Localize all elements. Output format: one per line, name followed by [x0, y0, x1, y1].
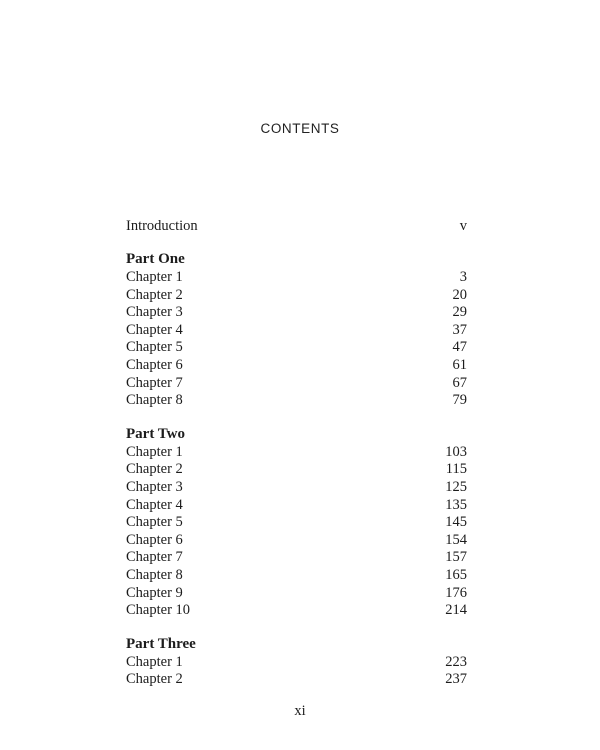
part-one-title: Part One — [126, 251, 185, 267]
toc-entry-label: Chapter 2 — [126, 671, 183, 688]
toc-entry-page: 37 — [452, 321, 467, 338]
toc-entry[interactable] — [126, 532, 467, 550]
toc-entry[interactable] — [126, 671, 467, 689]
toc-entry-label: Chapter 1 — [126, 269, 183, 285]
toc-entry-label: Chapter 10 — [126, 602, 191, 619]
toc-entry-page: 176 — [445, 584, 467, 601]
toc-entry[interactable] — [126, 654, 467, 672]
toc-entry-page: 115 — [445, 461, 467, 478]
part-two-title: Part Two — [126, 425, 186, 442]
toc-entry-page: v — [459, 218, 467, 234]
toc-entry-label: Introduction — [126, 218, 198, 234]
toc-entry-label: Chapter 2 — [126, 286, 183, 303]
toc-entry[interactable] — [126, 392, 467, 410]
toc-entry-label: Chapter 8 — [126, 566, 183, 583]
toc-entry-label: Chapter 5 — [126, 339, 183, 356]
toc-entry-page: 20 — [452, 286, 467, 303]
toc-entry-page: 47 — [452, 339, 467, 356]
contents-heading: CONTENTS — [260, 121, 340, 136]
toc-entry-label: Chapter 1 — [126, 443, 183, 460]
toc-entry-label: Chapter 2 — [126, 461, 183, 478]
toc-entry[interactable] — [126, 461, 467, 479]
toc-entry-page: 103 — [445, 443, 467, 460]
toc-entry-label: Chapter 3 — [126, 304, 183, 321]
toc-entry-label: Chapter 8 — [126, 392, 183, 409]
toc-entry[interactable] — [126, 567, 467, 585]
table-of-contents — [126, 216, 467, 689]
toc-entry[interactable] — [126, 322, 467, 340]
toc-entry-page: 79 — [452, 392, 467, 409]
toc-entry-label: Chapter 6 — [126, 356, 183, 373]
toc-entry[interactable] — [126, 357, 467, 375]
toc-entry[interactable] — [126, 514, 467, 532]
toc-entry[interactable] — [126, 549, 467, 567]
toc-entry-page: 237 — [445, 671, 467, 688]
toc-entry[interactable] — [126, 497, 467, 515]
toc-entry[interactable] — [126, 602, 467, 620]
toc-entry-page: 3 — [459, 269, 467, 285]
toc-entry[interactable] — [126, 375, 467, 393]
toc-entry[interactable] — [126, 339, 467, 357]
toc-entry-label: Chapter 6 — [126, 531, 183, 548]
toc-entry-page: 154 — [445, 531, 467, 548]
toc-entry-page: 165 — [445, 566, 467, 583]
part-three-title: Part Three — [126, 635, 196, 652]
toc-entry-label: Chapter 5 — [126, 514, 183, 531]
toc-entry-label: Chapter 3 — [126, 478, 183, 495]
toc-entry-page: 61 — [452, 356, 467, 373]
toc-entry[interactable] — [126, 444, 467, 462]
toc-entry-page: 223 — [445, 653, 467, 670]
toc-entry[interactable] — [126, 479, 467, 497]
toc-entry[interactable] — [126, 585, 467, 603]
toc-entry-page: 157 — [445, 549, 467, 566]
toc-entry[interactable] — [126, 269, 467, 287]
toc-entry-page: 145 — [445, 514, 467, 531]
toc-entry-label: Chapter 4 — [126, 321, 183, 338]
toc-entry-page: 125 — [445, 478, 467, 495]
page-number: xi — [294, 703, 306, 719]
toc-entry-label: Chapter 7 — [126, 374, 183, 391]
toc-entry-page: 214 — [445, 602, 467, 619]
toc-entry-page: 29 — [452, 304, 467, 321]
toc-entry-page: 67 — [452, 374, 467, 391]
toc-entry-label: Chapter 9 — [126, 584, 183, 601]
toc-entry-introduction[interactable] — [126, 216, 467, 236]
toc-entry-label: Chapter 4 — [126, 496, 183, 513]
toc-entry-label: Chapter 1 — [126, 653, 183, 670]
toc-entry-label: Chapter 7 — [126, 549, 183, 566]
toc-entry[interactable] — [126, 287, 467, 305]
toc-entry-page: 135 — [445, 496, 467, 513]
toc-entry[interactable] — [126, 304, 467, 322]
